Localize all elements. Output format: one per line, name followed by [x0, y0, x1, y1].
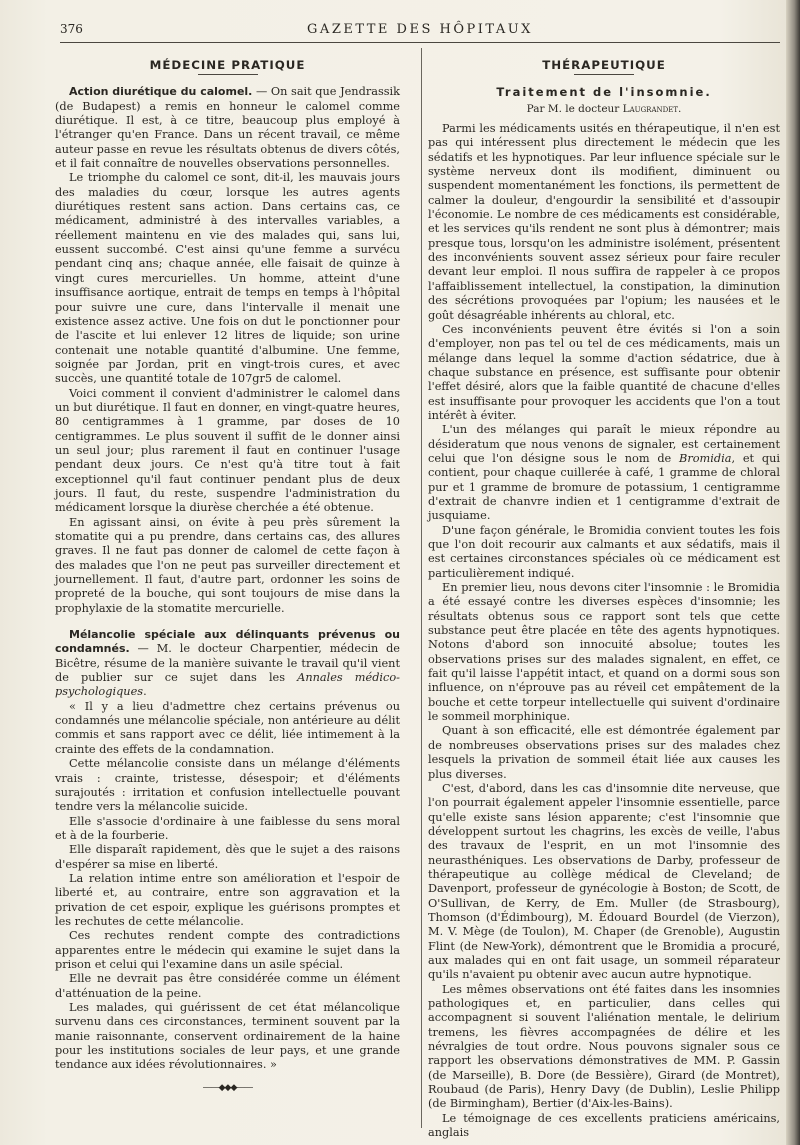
- running-title: GAZETTE DES HÔPITAUX: [307, 22, 533, 37]
- right-column: [428, 56, 780, 1140]
- article-melancolie-text-end: .: [143, 685, 147, 699]
- article-insomnie-paragraph: Le témoignage de ces excellents praticiens américains, anglais: [428, 1111, 780, 1140]
- left-column: [55, 56, 400, 1131]
- article-melancolie-paragraph: Elle disparaît rapidement, dès que le sujet a des raisons d'espérer sa mise en liberté.: [55, 843, 400, 871]
- section-title-therapeutique: THÉRAPEUTIQUE: [542, 58, 666, 72]
- section-title-rule: [198, 74, 258, 75]
- article-calomel-paragraph: [55, 85, 400, 171]
- article-melancolie-text: — M. le docteur Charpentier, médecin de Bicêtre, résume de la manière suivante le travail qu'il vient de publier sur ce sujet dans les: [55, 642, 400, 685]
- end-ornament: ——◆◆◆——: [202, 1082, 253, 1093]
- page-header: [60, 20, 780, 42]
- article-byline: [428, 102, 780, 116]
- column-divider: [421, 48, 422, 1128]
- article-insomnie-paragraph: Parmi les médicaments usités en thérapeutique, il n'en est pas qui intéressent plus directement le médecin que les sédatifs et les hypnotiques. Par leur influence spéciale sur le système nerveux dont ils modifient, diminuent ou suspendent momentanément les fonctions, ils permettent de calmer la douleur, d'engourdir la sensibilité et d'assoupir l'économie. Le nombre de ces médicaments est considérable, et les services qu'ils rendent ne sont plus à démontrer; mais presque tous, lorsqu'on les administre isolément, présentent des inconvénients souvent assez sérieux pour faire reculer devant leur emploi. Il nous suffira de rappeler à ce propos l'affaiblissement intellectuel, la constipation, la diminution des sécrétions provoquées par l'opium; les nausées et le goût désagréable inhérents au chloral, etc.: [428, 122, 780, 322]
- spacer: [55, 616, 400, 628]
- article-insomnie-paragraph: Les mêmes observations ont été faites dans les insomnies pathologiques et, en particulier, dans celles qui accompagnent si souvent l'aliénation mentale, le delirium tremens, les fièvres accompagnées de délire et les névralgies de tout ordre. Nous pouvons signaler sous ce rapport les observations démonstratives de MM. P. Gassin (de Marseille), B. Dore (de Bessière), Girard (de Montret), Roubaud (de Paris), Henry Davy (de Dublin), Leslie Philipp (de Birmingham), Bertier (d'Aix-les-Bains).: [428, 982, 780, 1111]
- byline-prefix: Par M. le docteur: [526, 102, 623, 115]
- article-calomel-text: — On sait que Jendrassik (de Budapest) a remis en honneur le calomel comme diurétique. Il est, à ce titre, beaucoup plus employé à l'étranger qu'en France. Dans un récent travail, ce même auteur passe en revue les résultats obtenus de divers côtés, et il fait connaître de nouvelles observations personnelles.: [55, 85, 401, 171]
- article-melancolie-paragraph: Les malades, qui guérissent de cet état mélancolique survenu dans ces circonstances, terminent souvent par la manie raisonnante, conservent ordinairement de la haine pour les institutions sociales de leur pays, et une grande tendance aux idées révolutionnaires. »: [55, 1001, 400, 1072]
- article-melancolie-paragraph: Elle s'associe d'ordinaire à une faiblesse du sens moral et à de la fourberie.: [55, 814, 400, 842]
- article-insomnie-paragraph: Ces inconvénients peuvent être évités si l'on a soin d'employer, non pas tel ou tel de ces médicaments, mais un mélange dans lequel la somme d'action sédatrice, due à chaque substance en présence, est suffisante pour obtenir l'effet désiré, alors que la faible quantité de chacune d'elles est insuffisante pour provoquer les accidents que l'on a tout intérêt à éviter.: [428, 322, 780, 422]
- bromidia-intro: L'un des mélanges qui paraît le mieux répondre au désideratum que nous venons de signaler, est certainement celui que l'on désigne sous le nom de: [428, 423, 780, 465]
- article-melancolie-paragraph: Ces rechutes rendent compte des contradictions apparentes entre le médecin qui examine le sujet dans la prison et celui qui l'examine dans un asile spécial.: [55, 929, 400, 971]
- article-heading-melancolie: Mélancolie spéciale aux délinquants prévenus ou condamnés.: [55, 628, 400, 656]
- page-number: 376: [60, 22, 83, 36]
- journal-title: Annales médico-psychologiques: [55, 671, 400, 699]
- article-title-insomnie: Traitement de l'insomnie.: [496, 85, 712, 100]
- article-insomnie-paragraph: Quant à son efficacité, elle est démontrée également par de nombreuses observations prises sur des malades chez lesquels la privation de sommeil était liée aux causes les plus diverses.: [428, 724, 780, 781]
- bromidia-composition: , et qui contient, pour chaque cuillerée à café, 1 gramme de chloral pur et 1 gramme de bromure de potassium, 1 centigramme d'extrait de chanvre indien et 1 centigramme d'extrait de jusquiame.: [428, 451, 780, 523]
- article-melancolie-paragraph: « Il y a lieu d'admettre chez certains prévenus ou condamnés une mélancolie spéciale, non antérieure au délit commis et sans rapport avec ce délit, liée intimement à la crainte des effets de la condamnation.: [55, 699, 400, 756]
- article-calomel-paragraph: Voici comment il convient d'administrer le calomel dans un but diurétique. Il faut en donner, en vingt-quatre heures, 80 centigrammes à 1 gramme, par doses de 10 centigrammes. Le plus souvent il suffit de le donner ainsi un seul jour; plus rarement il faut en continuer l'usage pendant deux jours. Ce n'est qu'à titre tout à fait exceptionnel qu'il faut continuer pendant plus de deux jours. Il faut, du reste, suspendre l'administration du médicament lorsque la diurèse cherchée a été obtenue.: [55, 386, 400, 515]
- article-calomel-paragraph: Le triomphe du calomel ce sont, dit-il, les mauvais jours des maladies du cœur, lorsque les autres agents diurétiques restent sans action. Dans certains cas, ce médicament, administré à des intervalles variables, a réellement maintenu en vie des malades qui, sans lui, eussent succombé. C'est ainsi qu'une femme a survécu pendant cinq ans; chaque année, elle faisait de quinze à vingt cures mercurielles. Un homme, atteint d'une insuffisance aortique, entrait de temps en temps à l'hôpital pour suivre une cure, dans l'intervalle il menait une existence assez active. Une fois on dut le ponctionner pour de l'ascite et lui enlever 12 litres de liquide; son urine contenait une notable quantité d'albumine. Une femme, soignée par Jordan, prit en vingt-trois cures, et avec succès, une quantité totale de 107gr5 de calomel.: [55, 171, 400, 386]
- article-heading-calomel: Action diurétique du calomel.: [69, 85, 253, 99]
- author-name: Laugrandet: [622, 102, 679, 115]
- article-insomnie-paragraph: D'une façon générale, le Bromidia convient toutes les fois que l'on doit recourir aux calmants et aux sédatifs, mais il est certaines circonstances spéciales où ce médicament est particulièrement indiqué.: [428, 523, 780, 580]
- article-melancolie-paragraph: [55, 628, 400, 700]
- section-title-rule: [574, 74, 634, 75]
- article-melancolie-paragraph: La relation intime entre son amélioration et l'espoir de liberté et, au contraire, entre son aggravation et la privation de cet espoir, explique les guérisons promptes et les rechutes de cette mélancolie.: [55, 871, 400, 928]
- header-rule: [60, 42, 780, 43]
- article-insomnie-paragraph: C'est, d'abord, dans les cas d'insomnie dite nerveuse, que l'on pourrait également appeler l'insomnie essentielle, parce qu'elle existe sans lésion apparente; c'est l'insomnie que développent surtout les chagrins, les excès de veille, l'abus des travaux de l'esprit, en un mot l'insomnie des neurasthéniques. Les observations de Darby, professeur de thérapeutique au collège médical de Cleveland; de Davenport, professeur de gynécologie à Boston; de Scott, de O'Sullivan, de Kerry, de Em. Muller (de Strasbourg), Thomson (d'Édimbourg), M. Édouard Bourdel (de Vierzon), M. V. Mège (de Toulon), M. Chaper (de Grenoble), Augustin Flint (de New-York), démontrent que le Bromidia a procuré, aux malades qui en ont fait usage, un sommeil réparateur qu'ils n'avaient pu obtenir avec aucun autre hypnotique.: [428, 781, 780, 982]
- article-calomel-paragraph: En agissant ainsi, on évite à peu près sûrement la stomatite qui a pu prendre, dans certains cas, des allures graves. Il ne faut pas donner de calomel de cette façon à des malades que l'on ne peut pas surveiller directement et journellement. Il faut, d'autre part, ordonner les soins de propreté de la bouche, qui sont toujours de mise dans la prophylaxie de la stomatite mercurielle.: [55, 515, 400, 615]
- article-insomnie-paragraph: En premier lieu, nous devons citer l'insomnie : le Bromidia a été essayé contre les diverses espèces d'insomnie; les résultats obtenus sous ce rapport sont tels que cette substance peut être placée en tête des agents hypnotiques. Notons d'abord son innocuité absolue; toutes les observations prises sur des malades signalent, en effet, ce fait qu'il laisse l'appétit intact, et quand on a dormi sous son influence, on n'éprouve pas au réveil cet empâtement de la bouche et cette torpeur intellectuelle qui suivent d'ordinaire le sommeil morphinique.: [428, 581, 780, 724]
- article-melancolie-paragraph: Elle ne devrait pas être considérée comme un élément d'atténuation de la peine.: [55, 972, 400, 1000]
- byline-suffix: .: [678, 102, 682, 115]
- section-title-medecine-pratique: MÉDECINE PRATIQUE: [149, 58, 306, 72]
- bromidia-name: Bromidia: [679, 451, 732, 465]
- article-melancolie-paragraph: Cette mélancolie consiste dans un mélange d'éléments vrais : crainte, tristesse, désespoir; et d'éléments surajoutés : irritation et confusion intellectuelle pouvant tendre vers la mélancolie suicide.: [55, 757, 400, 814]
- book-spine-edge: [786, 0, 800, 1145]
- article-insomnie-paragraph: [428, 423, 780, 523]
